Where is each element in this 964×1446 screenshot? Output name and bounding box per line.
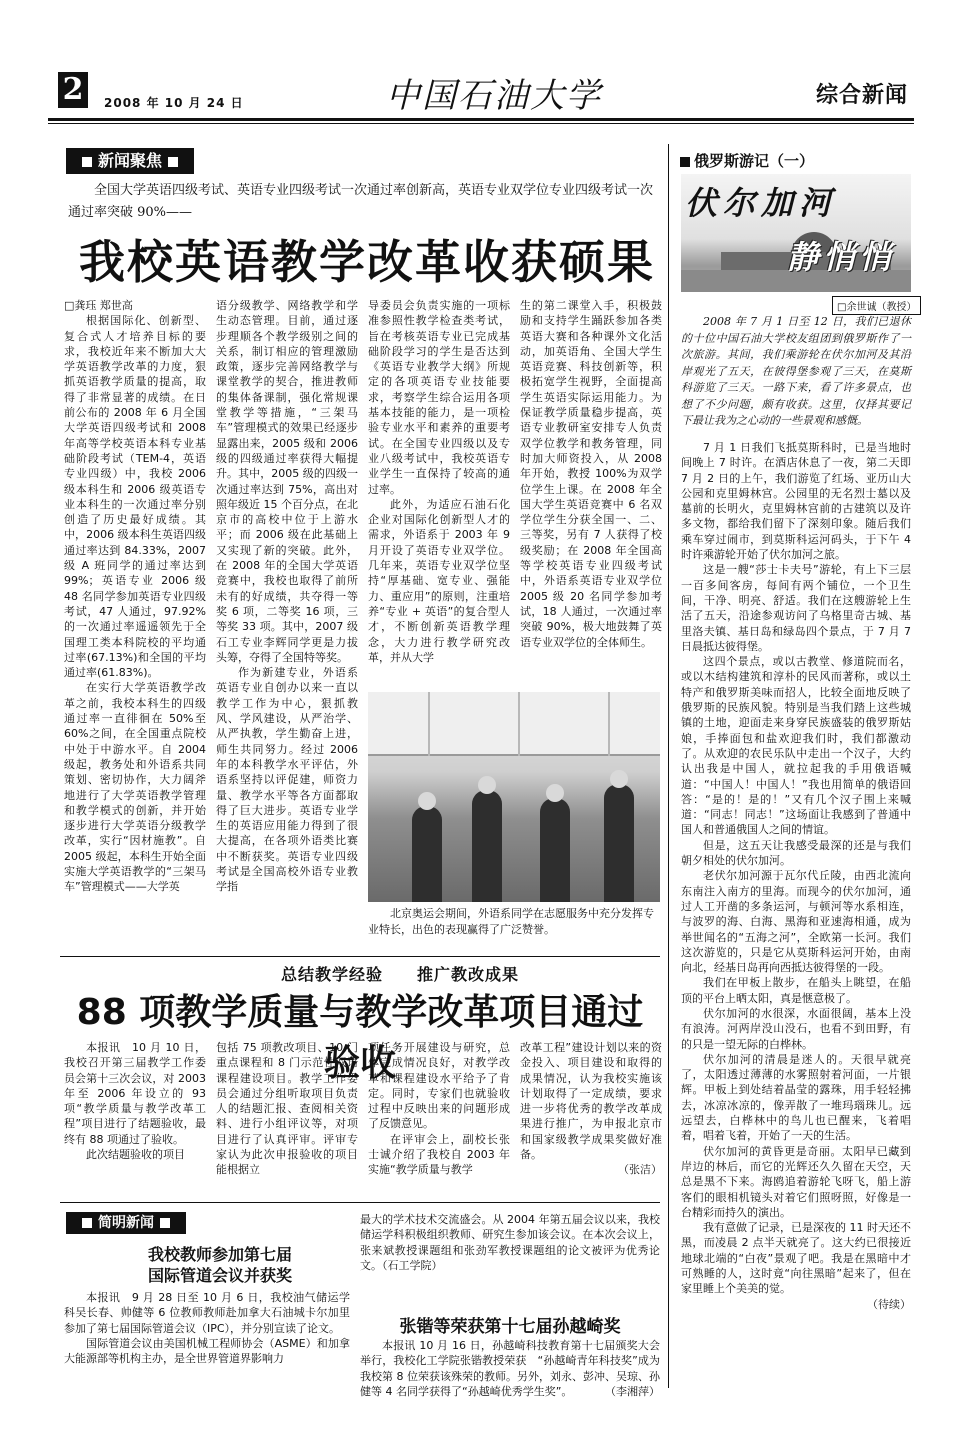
square-bullet-icon xyxy=(82,157,92,167)
travelogue-tag-label: 俄罗斯游记（一） xyxy=(694,152,815,170)
paragraph: 伏尔加河的水很深，水面很阔，基本上没有浪涛。河两岸没山没石，也看不到田野，有的只是一望无际的白桦林。 xyxy=(681,1006,911,1051)
author-sign: （张洁） xyxy=(618,1163,662,1177)
travelogue-body xyxy=(681,440,911,1386)
person-figure xyxy=(604,784,634,902)
travelogue-preface: 2008 年 7 月 1 日至 12 日，我们已退休的十位中国石油大学校友组团到俄罗斯作了一次旅游。其间，我们乘游轮在伏尔加河及其沿岸观光了五天，在彼得堡参观了三天，在莫斯科游览了三天。一路下来，看了许多景点，也想了不少问题，颇有收获。这里，仅择其要记下最让我为之心动的一些景观和感慨。 xyxy=(681,315,911,427)
masthead xyxy=(48,62,914,120)
article-byline: □龚珏 郑世高 xyxy=(64,299,133,312)
article-column-2 xyxy=(216,1040,358,1198)
article-column-4 xyxy=(520,298,662,688)
author-sign: （李湘萍） xyxy=(605,1385,660,1398)
paragraph: 但是，这五天让我感受最深的还是与我们朝夕相处的伏尔加河。 xyxy=(681,838,911,868)
paragraph: 伏尔加河的清晨是迷人的。天很早就亮了，太阳透过薄薄的水雾照射着河面，一片银辉。甲板上到处结着晶莹的露珠，用手轻轻拂去，冰凉冰凉的，像弄散了一堆玛瑙珠儿。远远望去，白桦林中的鸟儿也已醒来，飞着唱着，唱着飞着，开始了一天的生活。 xyxy=(681,1052,911,1143)
brief-column-1 xyxy=(64,1290,350,1382)
tent-canopy xyxy=(368,692,660,756)
paragraph: 本报讯 9 月 28 日至 10 月 6 日，我校油气储运学科吴长春、帅健等 6 位教师教师赴加拿大石油城卡尔加里参加了第七届国际管道会议（IPC），并分别宣读了论文。 xyxy=(64,1291,350,1335)
tent-pole xyxy=(608,692,610,756)
article-column-3 xyxy=(368,298,510,688)
square-bullet-icon xyxy=(82,1218,92,1228)
paragraph: 7 月 1 日我们飞抵莫斯科时，已是当地时间晚上 7 时许。在酒店休息了一夜，第二天即 7 月 2 日的上午，我们游览了红场、亚历山大公园和克里姆林宫。公园里的无名烈士墓以及墓前的长明火，克里姆林宫前的古建筑以及许多文物，都给我们留下了深刻印象。随后我们乘车穿过闹市，到莫斯科运河码头，于下午 4 时许乘游轮开始了伏尔加河之旅。 xyxy=(681,441,911,562)
paragraph: 此次结题验收的项目 xyxy=(86,1148,185,1162)
news-focus-tag xyxy=(66,148,194,174)
article-column-1 xyxy=(64,1040,206,1198)
page-number: 2 xyxy=(58,72,88,108)
photo-caption: 北京奥运会期间，外语系同学在志愿服务中充分发挥专业特长，出色的表现赢得了广泛赞誉。 xyxy=(368,907,654,936)
news-focus-tag-label: 新闻聚焦 xyxy=(98,151,163,170)
paragraph: 根据国际化、创新型、复合式人才培养目标的要求，我校近年来不断加大大学英语教学改革的力度，狠抓英语教学质量的提高，取得了非常显著的成绩。在日前公布的 2008 年 6 月全国大学英语四级考试和 2008 年高等学校英语本科专业基础阶段考试（TEM-4，英语专业四级）中，我校 2006 级本科生和 2006 级英语专业本科生的一次通过率分别创造了历史最好成绩。其中，2006 级本科生英语四级通过率达到 84.33%，2007 级 A 班同学的通过率达到 99%；英语专业 2006 级 48 名同学参加英语专业四级考试，47 人通过，97.92%的一次通过率遥遥领先于全国理工类本科院校的平均通过率(67.13%)和全国的平均通过率(61.83%)。 xyxy=(64,314,206,680)
brief-headline-line: 国际管道会议并获奖 xyxy=(147,1266,292,1285)
travelogue-tag xyxy=(678,148,816,174)
column-divider xyxy=(668,144,669,1388)
author-sign: （待续） xyxy=(867,1297,911,1311)
travelogue-banner xyxy=(681,174,911,292)
person-figure xyxy=(540,798,570,902)
person-head xyxy=(546,784,564,802)
paragraph: 生的第二课堂入手，积极鼓励和支持学生踊跃参加各类英语大赛和各种课外文化活动，加英语角、全国大学生英语竞赛、科技创新等，积极拓宽学生视野，全面提高学生英语实际运用能力。为保证教学质量稳步提高，英语专业教研室安排专人负责双学位教学和教务管理，同时加大师资投入，从 2008 年开始，教授 100%为双学位学生上课。在 2008 年全国大学生英语竞赛中 6 名双学位学生分获全国一、二、三等奖，另有 7 人获得了校级奖励；在 2008 年全国高等学校英语专业四级考试中，外语系英语专业双学位 2005 级 20 名同学参加考试，18 人通过，一次通过率突破 90%，极大地鼓舞了英语专业双学位的全体师生。 xyxy=(520,299,662,649)
article-headline: 88 项教学质量与教学改革项目通过验收 xyxy=(76,992,644,1084)
article-column-1 xyxy=(64,298,206,962)
tent-pole xyxy=(518,692,520,756)
paragraph: 此外，为适应石油石化企业对国际化创新型人才的需求，外语系于 2003 年 9 月开设了英语专业双学位。几年来，英语专业双学位坚持“厚基础、宽专业、强能力、重应用”的原则，注重培养“专业 + 英语”的复合型人才，不断创新英语教学理念，大力进行教学研究改革，并从大学 xyxy=(368,497,510,664)
paragraph: 最大的学术技术交流盛会。从 2004 年第五届会议以来，我校储运学科积极组织教师、研究生参加该会议。在本次会议上，张来斌教授课题组和张劲军教授课题组的论文被评为优秀论文。（石工学院） xyxy=(360,1213,660,1272)
paragraph: 在实行大学英语教学改革之前，我校本科生的四级通过率一直徘徊在 50%至 60%之间，在全国重点院校中处于中游水平。自 2004 级起，教务处和外语系共同策划、密切协作，大力阔斧地进行了大学英语教学管理和教学模式的创新，并开始逐步进行大学英语分级教学改革，实行“因材施教”。自 2005 级起，本科生开始全面实施大学英语教学的“三架马车”管理模式——大学英 xyxy=(64,681,206,894)
section-rule xyxy=(60,956,660,957)
issue-date: 2008 年 10 月 24 日 xyxy=(104,96,244,110)
paragraph: 导委员会负责实施的一项标准参照性教学检查类考试，旨在考核英语专业已完成基础阶段学习的学生是否达到《英语专业教学大纲》所规定的各项英语专业技能要求，考察学生综合运用各项基本技能的能力，是一项检验专业水平和素养的重要考试。在全国专业四级以及专业八级考试中，我校英语专业学生一直保持了较高的通过率。 xyxy=(368,299,510,496)
brief-headline: 张锴等荣获第十七届孙越崎奖 xyxy=(399,1317,621,1337)
person-head xyxy=(610,770,628,788)
brief-column-2 xyxy=(360,1212,660,1308)
brief-headline xyxy=(110,1244,330,1286)
paragraph: 包括 75 项教改项目、10 门重点课程和 8 门示范性双语课程建设项目。教学工作委员会通过分组听取项目负责人的结题汇报、查阅相关资料、进行小组评议等，对项目进行了认真评审。评审专家认为此次申报验收的项目能根据立 xyxy=(216,1041,358,1177)
paragraph: 我有意做了记录，已是深夜的 11 时天还不黑，而凌晨 2 点半天就亮了。这大约已很接近地球北端的“白夜”景观了吧。我是在黑暗中才可熟睡的人，这时竟“向往黑暗”起来了，但在家里睡上个美美的觉。 xyxy=(681,1221,911,1296)
square-bullet-icon xyxy=(680,157,690,167)
article-column-3 xyxy=(368,1040,510,1198)
brief-headline-line: 我校教师参加第七届 xyxy=(147,1245,292,1264)
tent-pole xyxy=(428,692,430,756)
paragraph: 老伏尔加河源于瓦尔代丘陵，由西北流向东南注入南方的里海。而现今的伏尔加河，通过人工开凿的多条运河，与顿河等水系相连，与波罗的海、白海、黑海和亚速海相通，成为举世闻名的“五海之河”，全欧第一长河。我们这次游览的，只是它从莫斯科运河开始，由南向北，经基日岛再向西抵达彼得堡的一段。 xyxy=(681,869,911,975)
masthead-rule xyxy=(48,118,914,121)
person-head xyxy=(418,792,436,810)
paragraph: 项任务开展建设与研究，总体完成情况良好，对教学改革和课程建设水平给予了肯定。同时，专家们也就验收过程中反映出来的问题形成了反馈意见。 xyxy=(368,1041,510,1131)
brief-sign-box xyxy=(560,1384,660,1400)
person-head xyxy=(478,776,496,794)
travelogue-title-line2: 静悄悄 xyxy=(787,238,896,276)
article-column-4 xyxy=(520,1040,662,1198)
article-column-2 xyxy=(216,298,358,962)
paragraph: 改革工程”建设计划以来的资金投入、项目建设和取得的成果情况，认为我校实施该计划取得了一定成绩，要求进一步将优秀的教学改革成果进行推广，为申报北京市和国家级教学成果奖做好准备。 xyxy=(520,1041,662,1162)
paragraph: 本报讯 10 月 10 日，我校召开第三届教学工作委员会第十三次会议，对 2003 年至 2006 年设立的 93 项“教学质量与教学改革工程”项目进行了结题验收，最终有 88 项通过了验收。 xyxy=(64,1041,206,1146)
section-rule xyxy=(60,1202,660,1203)
article-headline: 我校英语教学改革收获硕果 xyxy=(79,235,655,289)
volunteers-photo xyxy=(368,692,660,902)
travelogue-byline: □余世诚（教授） xyxy=(832,296,921,315)
square-bullet-icon xyxy=(160,1218,170,1228)
paragraph: 国际管道会议由美国机械工程师协会（ASME）和加拿大能源部等机构主办，是全世界管道界影响力 xyxy=(64,1336,350,1366)
paragraph: 这四个景点，或以古教堂、修道院而名，或以木结构建筑和淳朴的民风而著称，或以土特产和俄罗斯美味而招人，比较全面地反映了俄罗斯的民族风貌。特别是当我们踏上这些城镇的土地，迎面走来身穿民族盛装的俄罗斯姑娘，手捧面包和盐欢迎我们时，我们都激动了。从欢迎的农民乐队中走出一个汉子，大约认出我是中国人，就拉起我的手用俄语喊道：“中国人！中国人！”我也用简单的俄语回答：“是的！是的！”又有几个汉子围上来喊道：“同志！同志！”这场面让我感到了普通中国人和普通俄国人之间的情谊。 xyxy=(681,655,911,837)
travelogue-title: 伏尔加河 xyxy=(685,184,838,222)
brief-news-tag-label: 简明新闻 xyxy=(98,1215,154,1231)
paragraph: 伏尔加河的黄昏更是奇丽。太阳早已藏到岸边的林后，而它的光辉还久久留在天空，天总是黑不下来。海鸥追着游轮飞呀飞，船上游客们的眼相机镜头对着它们照呀照，好像是一台精彩而持久的演出。 xyxy=(681,1144,911,1219)
person-figure xyxy=(472,790,502,902)
paragraph: 作为新建专业，外语系英语专业自创办以来一直以教学工作为中心，狠抓教风、学风建设，从严治学、从严执教，学生勤奋上进，师生共同努力。经过 2006 年的本科教学水平评估，外语系坚持以评促建，师资力量、教学水平等各方面都取得了巨大进步。英语专业学生的英语应用能力得到了很大提高，在各项外语类比赛中不断获奖。英语专业四级考试是全国高校外语专业教学指 xyxy=(216,666,358,894)
masthead-rule-thin xyxy=(48,123,914,124)
paragraph: 本报讯 10 月 16 日，孙越崎科技教育第十七届颁奖大会举行，我校化工学院张锴教授荣获 “孙越崎青年科技奖”成为我校第 8 位荣获该殊荣的教师。另外，刘永、彭冲、吴琼、孙健等 4 名同学获得了“孙越崎优秀学生奖”。 xyxy=(360,1339,660,1398)
paragraph: 在评审会上，副校长张士诚介绍了我校自 2003 年实施“教学质量与教学 xyxy=(368,1132,510,1177)
paragraph: 我们在甲板上散步，在船头上眺望，在船顶的平台上晒太阳，真是惬意极了。 xyxy=(681,976,911,1005)
person-figure xyxy=(412,806,442,902)
paragraph: 这是一艘“莎士卡夫号”游轮，有上下三层一百多间客房，每间有两个铺位，一个卫生间，干净、明亮、舒适。我们在这艘游轮上生活了五天，沿途参观访问了乌格里奇古城、基里洛夫镇、基日岛和绿岛四个景点，于 7 月 7 日晨抵达彼得堡。 xyxy=(681,563,911,653)
section-name: 综合新闻 xyxy=(815,83,908,108)
article-kicker: 总结教学经验 推广教改成果 xyxy=(280,965,519,984)
brief-news-tag xyxy=(66,1212,186,1234)
article-kicker: 全国大学英语四级考试、英语专业四级考试一次通过率创新高，英语专业双学位专业四级考试一次通过率突破 90%—— xyxy=(68,183,654,220)
paragraph: 语分级教学、网络教学和学生动态管理。目前，通过逐步理顺各个教学级别之间的关系，制订相应的管理激励政策，逐步完善网络教学与课堂教学的契合，推进教师的集体备课制，强化常规课堂教学等措施，“三架马车”管理模式的效果已经逐步显露出来，2005 级和 2006 级的四级通过率获得大幅提升。其中，2005 级的四级一次通过率达到 75%，高出对照年级近 15 个百分点，在北京市的高校中位于上游水平；而 2006 级在此基础上又实现了新的突破。此外，在 2008 年的全国大学英语竞赛中，我校也取得了前所未有的好成绩，共夺得一等奖 6 项，二等奖 16 项，三等奖 33 项。其中，2007 级石工专业李辉同学更是力拔头筹，夺得了全国特等奖。 xyxy=(216,299,358,664)
newspaper-title: 中国石油大学 xyxy=(386,76,602,116)
square-bullet-icon xyxy=(168,157,178,167)
